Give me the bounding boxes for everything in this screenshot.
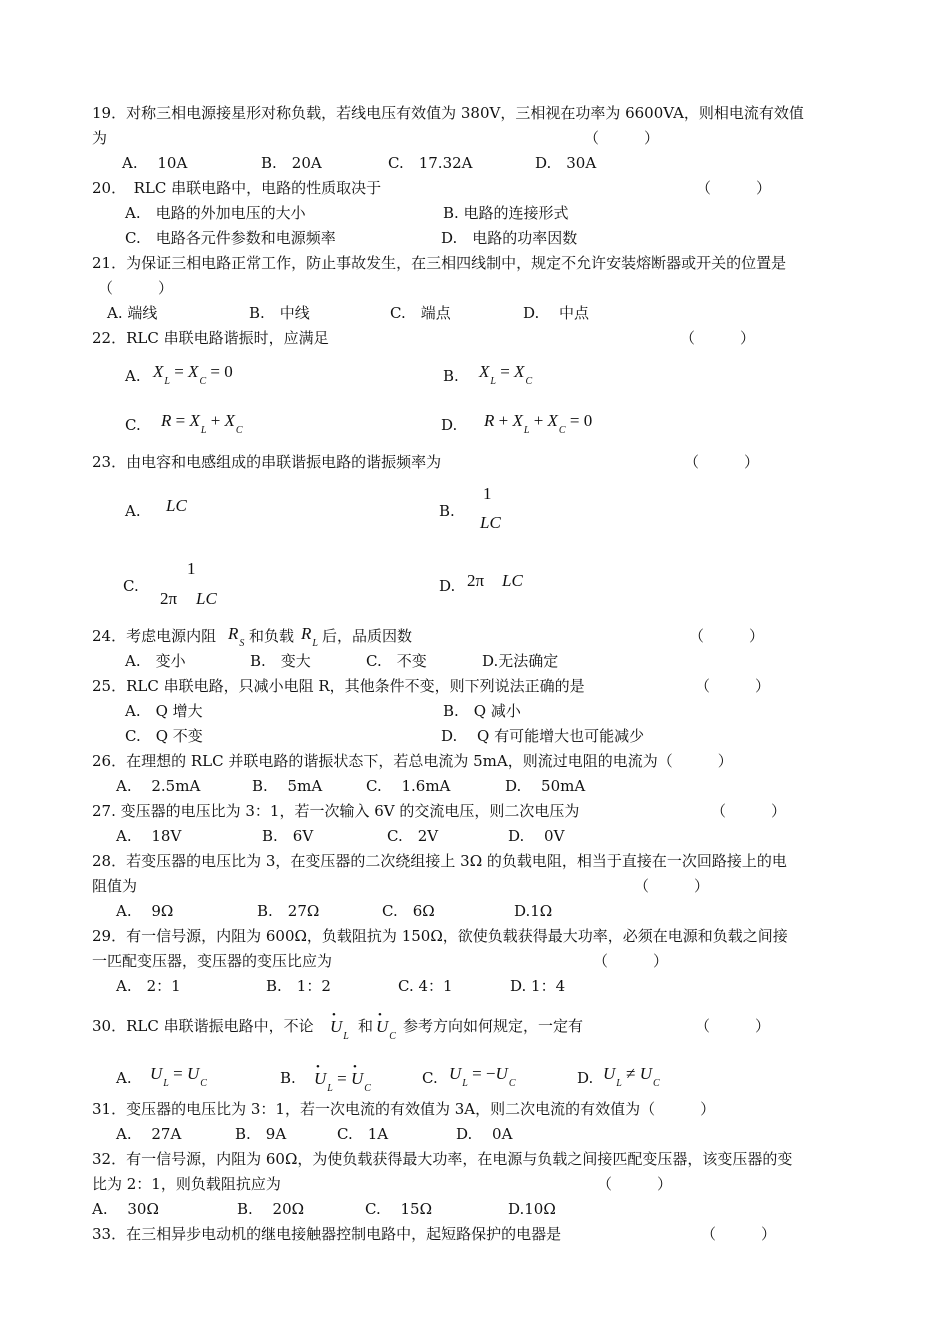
q22-option-d-formula: $R + X_L + X_C = 0$	[484, 411, 593, 436]
q22-option-c-label: C.	[125, 416, 141, 434]
q24-stem-part3: 后，品质因数	[322, 627, 413, 645]
q20-option-b: B. 电路的连接形式	[443, 204, 569, 222]
q28-stem-line1: 28．若变压器的电压比为 3，在变压器的二次绕组接上 3Ω 的负载电阻，相当于直接在一次回路接上的电	[92, 852, 787, 870]
q29-option-d: D. 1：4	[510, 977, 566, 995]
q24-stem-part1: 24．考虑电源内阻	[92, 627, 217, 645]
q22-option-c-formula: $R = X_L + X_C$	[161, 411, 243, 436]
q27-answer-paren: （ ）	[711, 802, 787, 820]
q21-stem-line1: 21．为保证三相电路正常工作，防止事故发生，在三相四线制中，规定不允许安装熔断器或开关的位置是	[92, 254, 787, 272]
q23-answer-paren: （ ）	[684, 453, 760, 471]
q24-option-a: A. 变小	[125, 652, 186, 670]
q30-option-a-label: A.	[116, 1069, 132, 1087]
q26-option-c: C. 1.6mA	[366, 777, 451, 795]
q30-option-d-label: D.	[577, 1069, 594, 1087]
q23-option-c-denominator-lc: LC	[196, 589, 217, 608]
q29-option-c: C. 4：1	[398, 977, 453, 995]
q26-option-a: A. 2.5mA	[116, 777, 201, 795]
q20-option-a: A. 电路的外加电压的大小	[125, 204, 306, 222]
q25-option-a: A. Q 增大	[125, 702, 203, 720]
q30-option-b-label: B.	[280, 1069, 296, 1087]
q25-answer-paren: （ ）	[695, 677, 771, 695]
q19-option-d: D. 30A	[535, 154, 597, 172]
q24-stem-part2: 和负载	[249, 627, 295, 645]
q23-option-b-label: B.	[439, 502, 455, 520]
q30-stem-part3: 参考方向如何规定，一定有	[403, 1017, 584, 1035]
q32-stem-line2: 比为 2：1，则负载阻抗应为	[92, 1175, 281, 1193]
q25-option-c: C. Q 不变	[125, 727, 203, 745]
q24-option-d: D.无法确定	[482, 652, 559, 670]
q21-answer-paren: （ ）	[98, 279, 174, 297]
q22-option-b-formula: $X_L = X_C$	[479, 362, 533, 387]
q31-option-d: D. 0A	[456, 1125, 513, 1143]
q24-load-resistance: $R_L$	[301, 624, 318, 649]
q19-option-c: C. 17.32A	[388, 154, 473, 172]
q20-option-d: D. 电路的功率因数	[441, 229, 578, 247]
q32-option-c: C. 15Ω	[365, 1200, 433, 1218]
q23-option-a-formula: LC	[166, 496, 187, 515]
q32-option-b: B. 20Ω	[237, 1200, 305, 1218]
q27-stem: 27. 变压器的电压比为 3：1，若一次输入 6V 的交流电压，则二次电压为	[92, 802, 580, 820]
q19-option-b: B. 20A	[261, 154, 322, 172]
q28-option-b: B. 27Ω	[257, 902, 320, 920]
q30-option-a-formula: $U_L = U_C$	[150, 1064, 207, 1089]
q27-option-b: B. 6V	[262, 827, 314, 845]
q27-option-c: C. 2V	[387, 827, 439, 845]
q28-option-a: A. 9Ω	[116, 902, 174, 920]
q30-option-c-label: C.	[422, 1069, 438, 1087]
q20-answer-paren: （ ）	[696, 179, 772, 197]
q32-option-d: D.10Ω	[508, 1200, 556, 1218]
q27-option-a: A. 18V	[116, 827, 182, 845]
q22-option-a-label: A.	[125, 367, 141, 385]
q24-source-resistance: $R_S$	[228, 624, 245, 649]
q31-option-b: B. 9A	[235, 1125, 287, 1143]
q24-answer-paren: （ ）	[689, 627, 765, 645]
q30-stem-part2: 和	[358, 1017, 374, 1035]
q25-option-b: B. Q 减小	[443, 702, 521, 720]
q33-stem: 33．在三相异步电动机的继电接触器控制电路中，起短路保护的电器是	[92, 1225, 562, 1243]
q32-answer-paren: （ ）	[597, 1175, 673, 1193]
q30-option-d-formula: $U_L \ne U_C$	[603, 1064, 660, 1089]
q21-option-c: C. 端点	[390, 304, 451, 322]
q31-option-c: C. 1A	[337, 1125, 389, 1143]
q26-stem: 26．在理想的 RLC 并联电路的谐振状态下，若总电流为 5mA，则流过电阻的电流为（ ）	[92, 752, 733, 770]
q25-option-d: D. Q 有可能增大也可能减少	[441, 727, 645, 745]
q21-option-a: A. 端线	[107, 304, 158, 322]
q32-option-a: A. 30Ω	[92, 1200, 159, 1218]
q24-option-c: C. 不变	[366, 652, 427, 670]
q23-stem: 23．由电容和电感组成的串联谐振电路的谐振频率为	[92, 453, 442, 471]
q23-option-c-denominator-2pi: 2π	[160, 589, 178, 608]
q19-option-a: A. 10A	[122, 154, 188, 172]
q27-option-d: D. 0V	[508, 827, 565, 845]
q19-stem-line2: 为	[92, 129, 108, 147]
q23-option-d-lc: LC	[502, 571, 523, 590]
q29-option-b: B. 1：2	[266, 977, 331, 995]
q28-answer-paren: （ ）	[634, 877, 710, 895]
q29-option-a: A. 2：1	[116, 977, 181, 995]
q23-option-c-numerator: 1	[187, 559, 196, 578]
q21-option-b: B. 中线	[249, 304, 310, 322]
q29-stem-line1: 29．有一信号源，内阻为 600Ω，负载阻抗为 150Ω，欲使负载获得最大功率，必须在电源和负载之间接	[92, 927, 788, 945]
q22-option-d-label: D.	[441, 416, 458, 434]
q23-option-c-label: C.	[123, 577, 139, 595]
q24-option-b: B. 变大	[250, 652, 311, 670]
q19-answer-paren: （ ）	[584, 129, 660, 147]
q29-answer-paren: （ ）	[593, 952, 669, 970]
q22-option-b-label: B.	[443, 367, 459, 385]
q23-option-d-2pi: 2π	[467, 571, 485, 590]
q25-stem: 25．RLC 串联电路，只减小电阻 R，其他条件不变，则下列说法正确的是	[92, 677, 585, 695]
q20-option-c: C. 电路各元件参数和电源频率	[125, 229, 336, 247]
q30-stem-part1: 30．RLC 串联谐振电路中，不论	[92, 1017, 314, 1035]
q29-stem-line2: 一匹配变压器，变压器的变压比应为	[92, 952, 333, 970]
q23-option-b-numerator: 1	[483, 484, 492, 503]
q32-stem-line1: 32．有一信号源，内阻为 60Ω，为使负载获得最大功率，在电源与负载之间接匹配变压器，该变压器的变	[92, 1150, 793, 1168]
q30-answer-paren: （ ）	[695, 1017, 771, 1035]
q22-option-a-formula: $X_L = X_C = 0$	[153, 362, 233, 387]
q21-option-d: D. 中点	[523, 304, 590, 322]
q28-stem-line2: 阻值为	[92, 877, 138, 895]
q26-option-b: B. 5mA	[252, 777, 323, 795]
q30-phasor-ul: • $U_L$	[330, 1016, 349, 1048]
q22-answer-paren: （ ）	[680, 329, 756, 347]
q26-option-d: D. 50mA	[505, 777, 586, 795]
q33-answer-paren: （ ）	[701, 1225, 777, 1243]
q31-option-a: A. 27A	[116, 1125, 182, 1143]
q23-option-d-label: D.	[439, 577, 456, 595]
q23-option-b-denominator: LC	[480, 513, 501, 532]
q30-phasor-uc: • $U_C$	[376, 1016, 396, 1048]
q28-option-c: C. 6Ω	[382, 902, 435, 920]
q30-option-c-formula: $U_L = -U_C$	[449, 1064, 516, 1089]
q22-stem: 22．RLC 串联电路谐振时，应满足	[92, 329, 329, 347]
q28-option-d: D.1Ω	[514, 902, 553, 920]
q23-option-a-label: A.	[125, 502, 141, 520]
q19-stem-line1: 19．对称三相电源接星形对称负载，若线电压有效值为 380V，三相视在功率为 6600VA，则相电流有效值	[92, 104, 804, 122]
q31-stem: 31．变压器的电压比为 3：1，若一次电流的有效值为 3A，则二次电流的有效值为（ ）	[92, 1100, 716, 1118]
q30-option-b-formula: • $U_L$ = • $U_C$	[314, 1068, 371, 1100]
q20-stem: 20． RLC 串联电路中，电路的性质取决于	[92, 179, 382, 197]
